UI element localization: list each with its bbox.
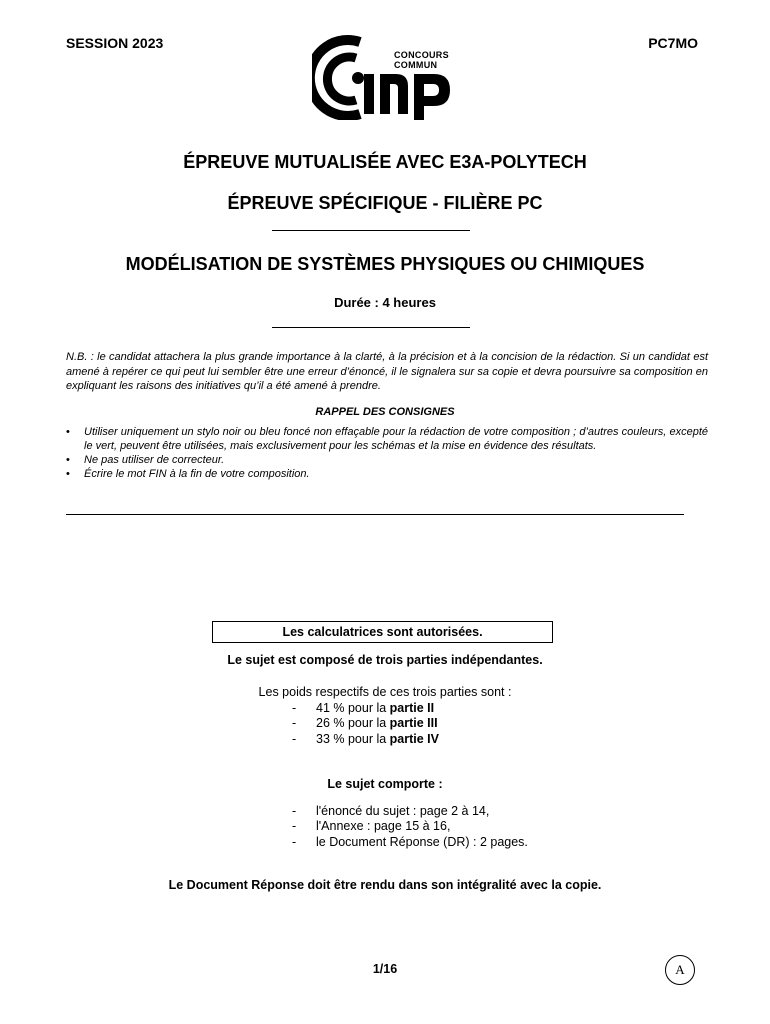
nb-paragraph: N.B. : le candidat attachera la plus grande importance à la clarté, à la précision et à la concision de la rédaction. Si un candidat est amené à repérer ce qui peut lui sembler être une erreur d’énoncé, il le signalera sur sa copie et devra poursuivre sa composition en expliquant les raisons des initiatives qu’il a été amené à prendre. [66, 351, 708, 393]
divider-long [66, 514, 684, 515]
title-epreuve-mutualisee: ÉPREUVE MUTUALISÉE AVEC E3A-POLYTECH [183, 152, 587, 172]
consignes-list [66, 425, 708, 481]
contents-title: Le sujet comporte : [327, 777, 443, 791]
contents-item: - le Document Réponse (DR) : 2 pages. [292, 835, 528, 850]
consigne-item: • Utiliser uniquement un stylo noir ou bleu foncé non effaçable pour la rédaction de votre composition ; d’autres couleurs, excepté le vert, peuvent être utilisées, mais exclusivement pour les schémas et la mise en évidence des résultats. [66, 425, 708, 453]
weight-item: - 33 % pour la partie IV [292, 732, 439, 747]
document-reponse-notice: Le Document Réponse doit être rendu dans son intégralité avec la copie. [168, 878, 602, 892]
divider-short-1 [272, 230, 470, 231]
concours-commun-inp-logo [312, 34, 462, 120]
page-number: 1/16 [372, 962, 398, 976]
logo-line-commun: COMMUN [394, 60, 438, 70]
weights-list [292, 701, 439, 747]
consigne-item: • Ne pas utiliser de correcteur. [66, 453, 708, 467]
variant-badge: A [665, 955, 695, 985]
inp-logo-mark-icon [312, 34, 462, 120]
divider-short-2 [272, 327, 470, 328]
session-label: SESSION 2023 [66, 35, 164, 51]
rappel-consignes-title: RAPPEL DES CONSIGNES [315, 406, 455, 418]
subject-title: MODÉLISATION DE SYSTÈMES PHYSIQUES OU CHIMIQUES [125, 254, 645, 274]
duration-label: Durée : 4 heures [334, 295, 436, 310]
exam-code: PC7MO [648, 35, 698, 51]
contents-list [292, 804, 528, 850]
logo-line-concours: CONCOURS [394, 50, 449, 60]
contents-item: - l'énoncé du sujet : page 2 à 14, [292, 804, 528, 819]
title-epreuve-specifique: ÉPREUVE SPÉCIFIQUE - FILIÈRE PC [227, 193, 543, 213]
consigne-item: • Écrire le mot FIN à la fin de votre composition. [66, 467, 708, 481]
weight-item: - 41 % pour la partie II [292, 701, 439, 716]
composition-notice: Le sujet est composé de trois parties indépendantes. [227, 653, 543, 667]
weight-item: - 26 % pour la partie III [292, 716, 439, 731]
weights-intro: Les poids respectifs de ces trois parties sont : [258, 685, 512, 699]
calculators-notice: Les calculatrices sont autorisées. [212, 621, 553, 643]
contents-item: - l'Annexe : page 15 à 16, [292, 819, 528, 834]
